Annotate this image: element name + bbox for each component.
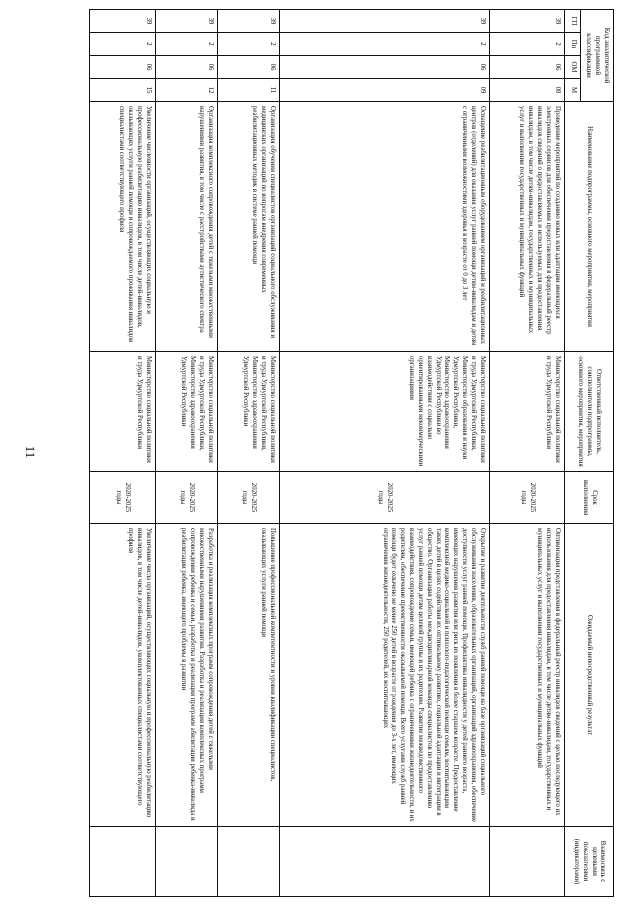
- cell-pp: 2: [89, 33, 155, 56]
- cell-name: Увеличение численности организаций, осуществляющих социальную и профессиональную реабилитацию инвалидов, в том числе детей-инвалидов, оказывающих услуги ранней помощи и сопровождаемого проживания инвалидов специалистами соответствующего профиля: [89, 102, 155, 352]
- cell-relation: [279, 827, 489, 897]
- header-name: Наименование подпрограммы, основного мероприятия, мероприятия: [564, 102, 613, 352]
- cell-m: 12: [155, 79, 217, 102]
- cell-relation: [217, 827, 279, 897]
- cell-executor: Министерство социальной политики и труда Удмуртской Республики, Министерство здравоохранения Удмуртской Республики: [155, 352, 217, 472]
- cell-pp: 2: [217, 33, 279, 56]
- table-row: [155, 10, 217, 897]
- header-code-group: Код аналитической программной классификации: [580, 10, 613, 102]
- cell-relation: [155, 827, 217, 897]
- cell-gp: 39: [155, 10, 217, 33]
- cell-m: 11: [217, 79, 279, 102]
- header-gp: ГП: [564, 10, 580, 33]
- header-result: Ожидаемый непосредственный результат: [564, 524, 613, 827]
- cell-result: Повышение профессиональной компетентности и уровня квалификации специалистов, оказывающих услуги ранней помощи: [217, 524, 279, 827]
- cell-result: Увеличение числа организаций, осуществляющих социальную и профессиональную реабилитацию инвалидов, в том числе детей-инвалидов, укомплектованных специалистами соответствующего профиля: [89, 524, 155, 827]
- cell-result: Разработка и реализация комплексных программ сопровождения детей с тяжелыми множественными нарушениями развития. Разработка и реализация комплексных программ сопровождения ребенка и семьи, разработка и реализация программ абилитации ребенка-инвалида и реабилитации ребенка, имеющего проблемы в развитии: [155, 524, 217, 827]
- table-row: [279, 10, 489, 897]
- cell-om: 06: [89, 56, 155, 79]
- cell-gp: 39: [489, 10, 564, 33]
- table-row: [217, 10, 279, 897]
- cell-executor: Министерство социальной политики и труда Удмуртской Республики: [89, 352, 155, 472]
- cell-executor: Министерство социальной политики и труда Удмуртской Республики, Министерство образования и науки Удмуртской Республики, Министерство здравоохранения Удмуртской Республики во взаимодействии с социально ориентированными некоммерческими организациями: [279, 352, 489, 472]
- cell-term: 2020-2025 годы: [279, 472, 489, 524]
- cell-term: 2020-2025 годы: [89, 472, 155, 524]
- header-m: М: [564, 79, 580, 102]
- program-activities-table: [89, 9, 614, 897]
- cell-result: Оптимизация представления в федеральный реестр инвалидов сведений с целью последующего их использования для предоставления инвалидам, в том числе детям-инвалидам, государственных и муниципальных услуг и выполнении государственных и муниципальных функций: [489, 524, 564, 827]
- cell-executor: Министерство социальной политики и труда Удмуртской Республики, Министерство здравоохранения Удмуртской Республики: [217, 352, 279, 472]
- cell-term: 2020-2025 годы: [155, 472, 217, 524]
- cell-om: 06: [279, 56, 489, 79]
- cell-relation: [489, 827, 564, 897]
- cell-om: 06: [155, 56, 217, 79]
- cell-relation: [89, 827, 155, 897]
- header-relation: Взаимосвязь с целевыми показателями (индикаторами): [564, 827, 613, 897]
- page-number: 11: [23, 445, 38, 459]
- cell-name: Оснащение реабилитационным оборудованием организаций и реабилитационных центров (отделений) для оказания услуг ранней помощи детям-инвалидам и детям с ограниченными возможностями здоровья в возрасте от 0 до 3 лет: [279, 102, 489, 352]
- header-om: ОМ: [564, 56, 580, 79]
- cell-term: 2020-2025 годы: [489, 472, 564, 524]
- cell-result: Открытие и развитие деятельности служб ранней помощи на базе организаций социального обслуживания населения, образовательных организаций, организаций здравоохранения, обеспечение доступности услуг ранней помощи. Профилактика инвалидности у детей раннего возраста, имеющих нарушения развития или риск их появления в более старшем возрасте. Предоставление комплексной медико-социальной и психолого-педагогической помощи семьям, воспитывающим таких детей в целях содействия их оптимальному развитию, социальной адаптации и интеграции в общество. Организация работы междисциплинарной команды специалистов по предоставлению услуг ранней помощи детям целевой группы и их родителям. Развитие межведомственного взаимодействия, сопровождение семьи, имеющей ребенка с ограничениями жизнедеятельности, и их родителям, обеспечение преемственности оказываемой помощи. Всего услугами служб ранней помощи будет охвачено не менее 250 детей в возрасте от рождения до 3-х лет, имеющих ограничения жизнедеятельности, 250 родителей, их воспитывающих: [279, 524, 489, 827]
- header-term: Срок выполнения: [564, 472, 613, 524]
- cell-m: 15: [89, 79, 155, 102]
- cell-term: 2020-2025 годы: [217, 472, 279, 524]
- cell-pp: 2: [279, 33, 489, 56]
- cell-m: 09: [279, 79, 489, 102]
- cell-pp: 2: [489, 33, 564, 56]
- cell-gp: 39: [89, 10, 155, 33]
- rotated-page: [61, 0, 640, 905]
- table-row: [489, 10, 564, 897]
- header-executor: Ответственный исполнитель, соисполнители подпрограммы, основного мероприятия, мероприятия: [564, 352, 613, 472]
- table-row: [89, 10, 155, 897]
- cell-executor: Министерство социальной политики и труда Удмуртской Республики: [489, 352, 564, 472]
- header-pp: Пп: [564, 33, 580, 56]
- cell-om: 06: [217, 56, 279, 79]
- cell-name: Организация комплексного сопровождения детей с тяжелыми множественными нарушениями развития, в том числе с расстройствами аутистического спектра: [155, 102, 217, 352]
- cell-gp: 39: [279, 10, 489, 33]
- cell-pp: 2: [155, 33, 217, 56]
- cell-name: Организация обучения специалистов организаций социального обслуживания и медицинских организаций по вопросам внедрения современных реабилитационных методик в системе ранней помощи: [217, 102, 279, 352]
- cell-name: Проведение мероприятий по созданию новых или адаптации имеющихся электронных сервисов для обеспечения предоставления в федеральный реестр инвалидов сведений о предоставляемых и используемых для предоставления инвалидам, в том числе детям-инвалидам, государственных и муниципальных услуг и выполнении государственных и муниципальных функций: [489, 102, 564, 352]
- cell-gp: 39: [217, 10, 279, 33]
- table-header: [564, 10, 613, 897]
- cell-om: 06: [489, 56, 564, 79]
- cell-m: 08: [489, 79, 564, 102]
